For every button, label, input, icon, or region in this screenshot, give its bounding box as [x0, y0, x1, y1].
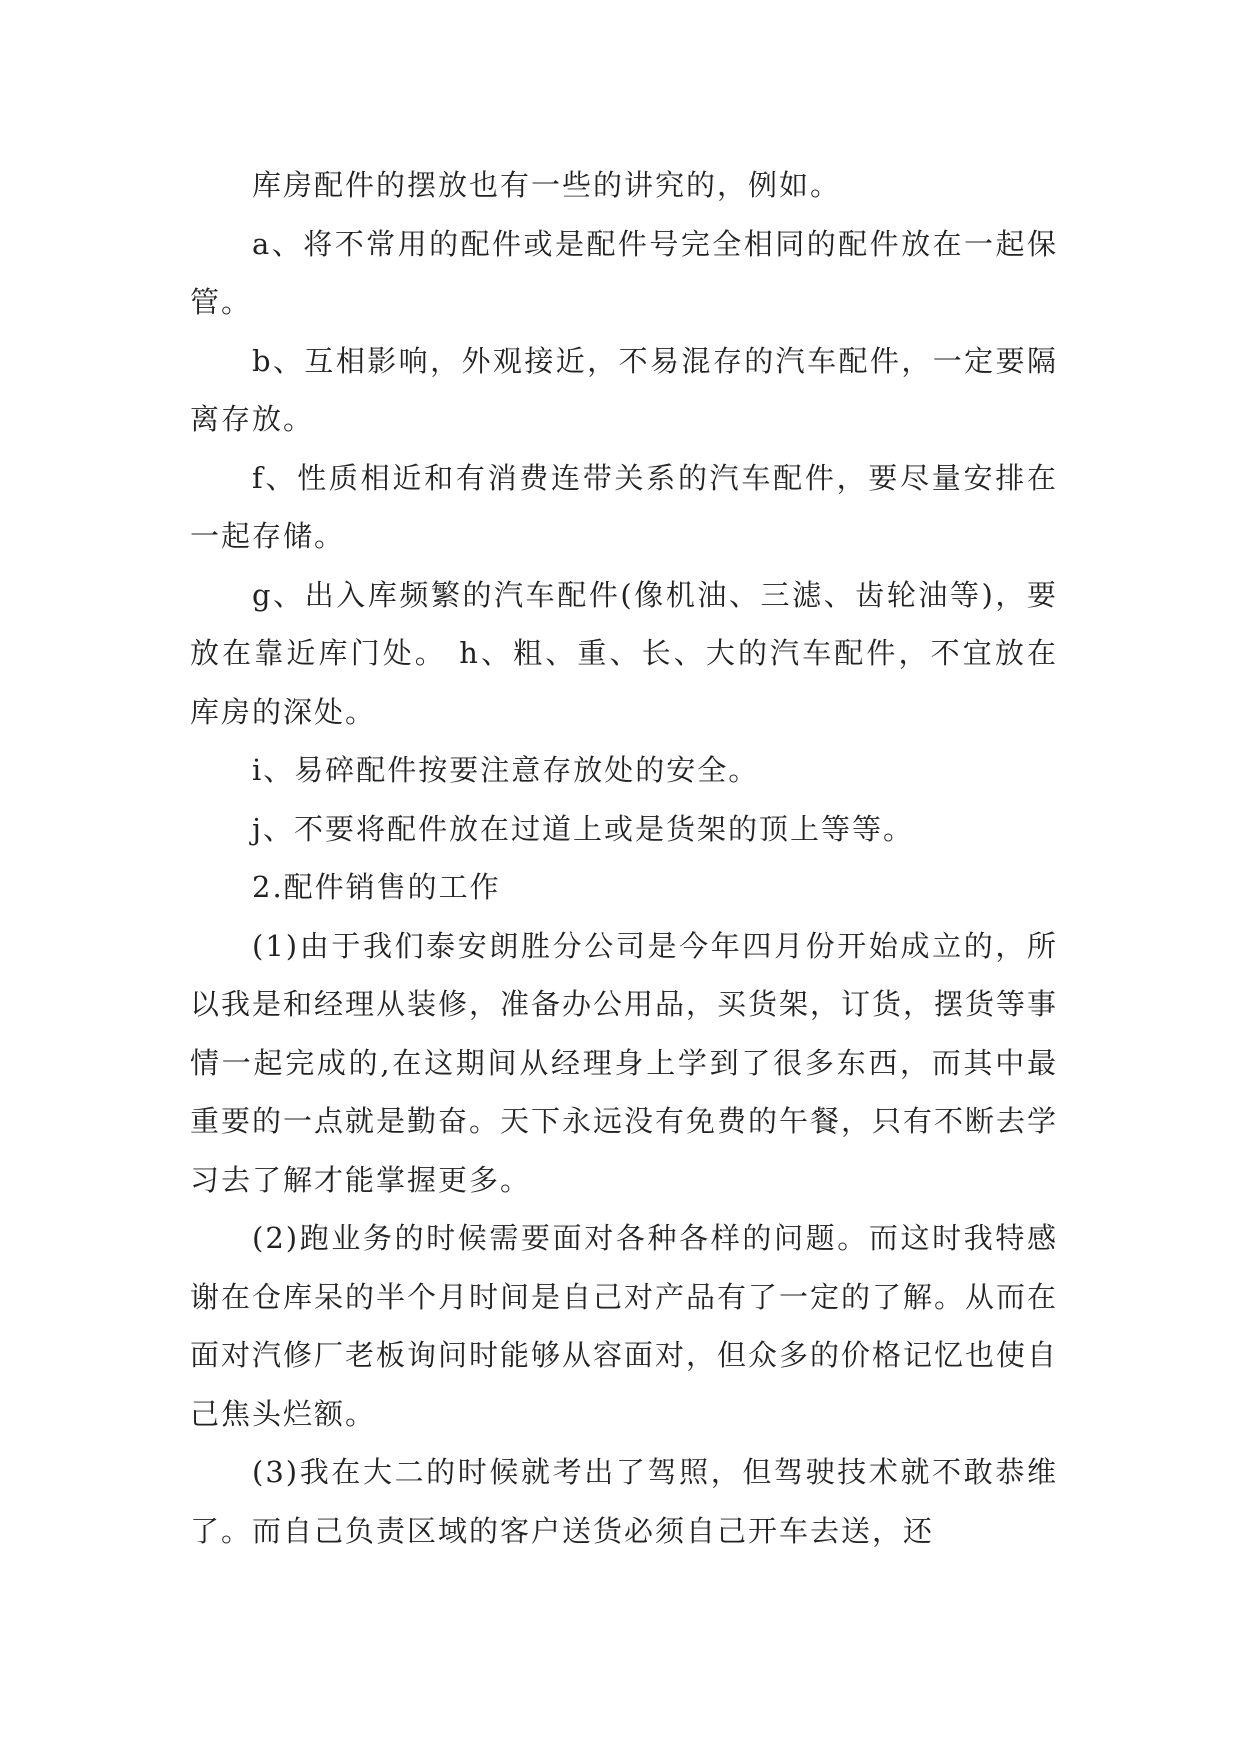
- paragraph-item-a: a、将不常用的配件或是配件号完全相同的配件放在一起保管。: [190, 226, 1058, 319]
- paragraph-intro: 库房配件的摆放也有一些的讲究的，例如。: [252, 168, 842, 202]
- paragraph-item-i: i、易碎配件按要注意存放处的安全。: [252, 753, 760, 787]
- paragraph-sales-1: (1)由于我们泰安朗胜分公司是今年四月份开始成立的，所以我是和经理从装修，准备办公用品，买货架，订货，摆货等事情一起完成的,在这期间从经理身上学到了很多东西，而其中最重要的一点就是勤奋。天下永远没有免费的午餐，只有不断去学习去了解才能掌握更多。: [190, 928, 1059, 1197]
- paragraph-item-b: b、互相影响，外观接近，不易混存的汽车配件，一定要隔离存放。: [190, 343, 1058, 436]
- paragraph-item-f: f、性质相近和有消费连带关系的汽车配件，要尽量安排在一起存储。: [190, 460, 1058, 553]
- paragraph-sales-3: (3)我在大二的时候就考出了驾照，但驾驶技术就不敢恭维了。而自己负责区域的客户送货必须自己开车去送，还: [190, 1455, 1058, 1548]
- paragraph-sales-2: (2)跑业务的时候需要面对各种各样的问题。而这时我特感谢在仓库呆的半个月时间是自己对产品有了一定的了解。从而在面对汽修厂老板询问时能够从容面对，但众多的价格记忆也使自己焦头烂额。: [190, 1221, 1059, 1431]
- section-heading-sales: 2.配件销售的工作: [252, 870, 501, 904]
- document-body: [190, 156, 1058, 1560]
- paragraph-item-j: j、不要将配件放在过道上或是货架的顶上等等。: [252, 811, 914, 846]
- paragraph-item-g-h: g、出入库频繁的汽车配件(像机油、三滤、齿轮油等)，要放在靠近库门处。 h、粗、重、长、大的汽车配件，不宜放在库房的深处。: [190, 577, 1058, 729]
